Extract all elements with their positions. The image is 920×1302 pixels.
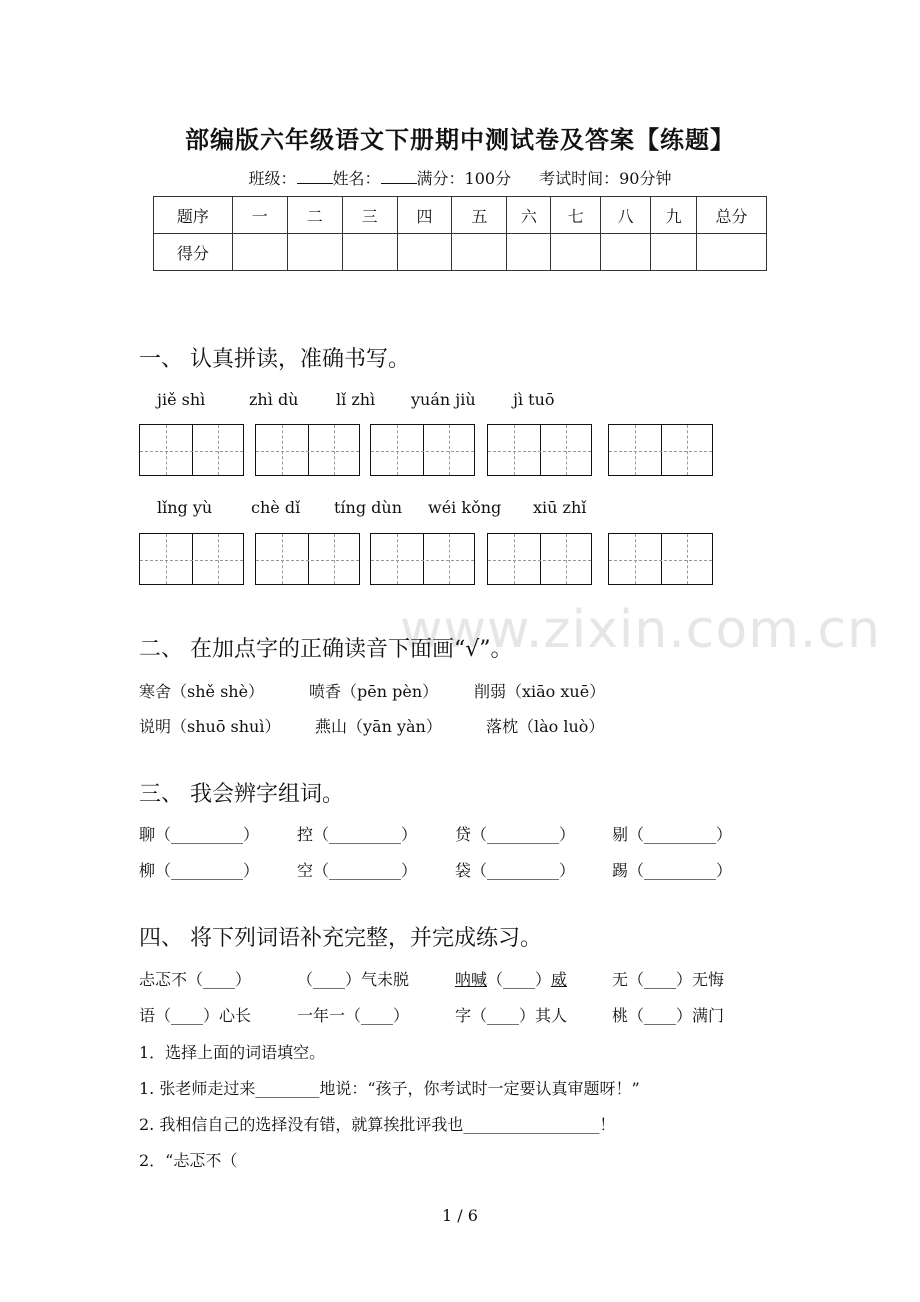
score-header: 五 xyxy=(452,197,507,234)
section1-title: 一、 认真拼读，准确书写。 xyxy=(139,347,410,372)
idiom-item: （____）气未脱 xyxy=(297,970,410,989)
idiom-blank: （____） xyxy=(487,970,552,989)
score-cell[interactable] xyxy=(651,234,697,271)
pinyin-label: jì tuō xyxy=(513,390,555,409)
idiom-item: 无（____）无悔 xyxy=(612,970,725,989)
word-item: 剔（_________） xyxy=(612,825,733,844)
writing-grid[interactable] xyxy=(487,533,592,585)
idiom-item xyxy=(455,967,567,990)
word-item: 空（_________） xyxy=(297,861,418,880)
pinyin-label: wéi kǒng xyxy=(428,498,502,517)
score-header: 总分 xyxy=(697,197,767,234)
pinyin-label: yuán jiù xyxy=(411,390,476,409)
name-label: 姓名： xyxy=(332,169,381,188)
section3-title: 三、 我会辨字组词。 xyxy=(139,782,344,807)
score-cell[interactable] xyxy=(397,234,452,271)
writing-grid[interactable] xyxy=(487,424,592,476)
section2-title: 二、 在加点字的正确读音下面画“√”。 xyxy=(139,637,513,662)
page-number: 1 / 6 xyxy=(442,1206,478,1225)
score-cell[interactable] xyxy=(342,234,397,271)
sentence-line: 1. 张老师走过来________地说：“孩子，你考试时一定要认真审题呀！” xyxy=(139,1079,640,1098)
exam-info xyxy=(0,166,920,189)
idiom-item: 字（____）其人 xyxy=(455,1006,568,1025)
pronunciation-item: 燕山（yān yàn） xyxy=(315,717,442,736)
word-item: 踢（_________） xyxy=(612,861,733,880)
page-title: 部编版六年级语文下册期中测试卷及答案【练题】 xyxy=(185,125,735,154)
name-blank xyxy=(381,167,417,184)
score-cell[interactable] xyxy=(452,234,507,271)
score-header: 八 xyxy=(601,197,651,234)
score-header: 一 xyxy=(232,197,287,234)
exam-time: 考试时间：90分钟 xyxy=(539,169,672,188)
class-blank xyxy=(297,167,333,184)
pronunciation-item: 寒舍（shě shè） xyxy=(139,682,265,701)
full-score: 满分：100分 xyxy=(416,169,512,188)
score-cell[interactable] xyxy=(601,234,651,271)
pronunciation-item: 削弱（xiāo xuē） xyxy=(474,682,606,701)
pinyin-label: chè dǐ xyxy=(251,498,301,517)
score-header: 三 xyxy=(342,197,397,234)
pinyin-label: zhì dù xyxy=(249,390,299,409)
underlined-word: 呐喊 xyxy=(455,970,488,989)
score-cell[interactable] xyxy=(507,234,551,271)
idiom-item: 语（____）心长 xyxy=(139,1006,252,1025)
pinyin-label: jiě shì xyxy=(157,390,206,409)
writing-grid[interactable] xyxy=(608,424,713,476)
pinyin-label: lǐ zhì xyxy=(336,390,376,409)
section4-title: 四、 将下列词语补充完整，并完成练习。 xyxy=(139,926,542,951)
score-header: 七 xyxy=(551,197,601,234)
word-item: 袋（_________） xyxy=(455,861,576,880)
idiom-item: 桃（____）满门 xyxy=(612,1006,725,1025)
writing-grid[interactable] xyxy=(255,424,360,476)
pronunciation-item: 落枕（lào luò） xyxy=(486,717,605,736)
class-label: 班级： xyxy=(248,169,297,188)
score-cell[interactable] xyxy=(697,234,767,271)
score-cell[interactable] xyxy=(232,234,287,271)
pronunciation-item: 喷香（pēn pèn） xyxy=(309,682,439,701)
score-header: 四 xyxy=(397,197,452,234)
word-item: 控（_________） xyxy=(297,825,418,844)
pronunciation-item: 说明（shuō shuì） xyxy=(139,717,281,736)
score-table-score-row xyxy=(154,234,767,271)
pinyin-label: xiū zhǐ xyxy=(533,498,587,517)
idiom-item: 一年一（____） xyxy=(297,1006,410,1025)
score-header: 九 xyxy=(651,197,697,234)
writing-grid[interactable] xyxy=(139,533,244,585)
score-table-header-row xyxy=(154,197,767,234)
writing-grid[interactable] xyxy=(370,533,475,585)
score-header: 二 xyxy=(287,197,342,234)
question-line: 1．选择上面的词语填空。 xyxy=(139,1043,326,1062)
word-item: 贷（_________） xyxy=(455,825,576,844)
idiom-item: 忐忑不（____） xyxy=(139,970,252,989)
score-table xyxy=(153,196,767,271)
writing-grid[interactable] xyxy=(370,424,475,476)
score-header: 六 xyxy=(507,197,551,234)
writing-grid[interactable] xyxy=(608,533,713,585)
pinyin-label: tíng dùn xyxy=(334,498,403,517)
sentence-line: 2. 我相信自己的选择没有错，就算挨批评我也_________________！ xyxy=(139,1115,616,1134)
watermark: www.zixin.com.cn xyxy=(400,600,881,660)
score-cell[interactable] xyxy=(551,234,601,271)
question-line: 2．“忐忑不（ xyxy=(139,1151,238,1170)
score-header: 题序 xyxy=(154,197,233,234)
underlined-word: 威 xyxy=(551,970,568,989)
pinyin-label: lǐng yù xyxy=(157,498,213,517)
score-row-label: 得分 xyxy=(154,234,233,271)
word-item: 聊（_________） xyxy=(139,825,260,844)
score-cell[interactable] xyxy=(287,234,342,271)
writing-grid[interactable] xyxy=(139,424,244,476)
writing-grid[interactable] xyxy=(255,533,360,585)
word-item: 柳（_________） xyxy=(139,861,260,880)
